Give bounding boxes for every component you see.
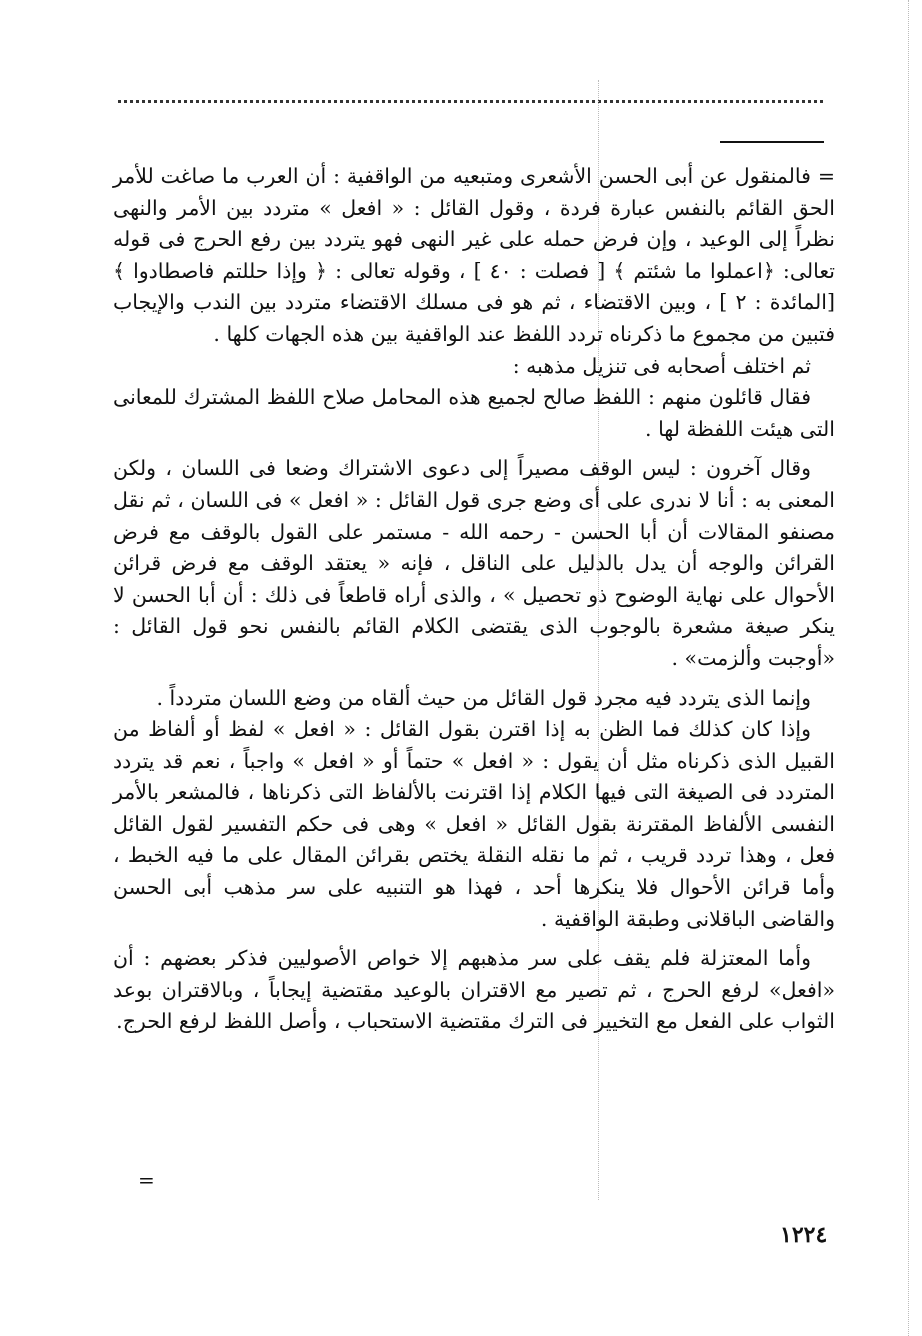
footnote-body [113, 161, 835, 1038]
page-number: ١٢٢٤ [780, 1222, 828, 1248]
paragraph-2: ثم اختلف أصحابه فى تنزيل مذهبه : [512, 353, 811, 378]
paragraph-6: وإذا كان كذلك فما الظن به إذا اقترن بقول القائل : « افعل » لفظ أو ألفاظ من القبيل الذى ذكرناه مثل أن يقول : « افعل » حتماً أو « افعل » واجباً ، نعم قد يتردد المتردد فى الصيغة التى فيها الكلام إذا اقترنت بالألفاظ التى ذكرناها ، فالمشعر بالأمر النفسى الألفاظ المقترنة بقول القائل « افعل » وهى فى حكم التفسير لقول القائل فعل ، وهذا تردد قريب ، ثم ما نقله النقلة يختص بقرائن المقال على ما فيه الخبط ، وأما قرائن الأحوال فلا ينكرها أحد ، فهذا هو التنبيه على سر مذهب أبى الحسن والقاضى الباقلانى وطبقة الواقفية . [113, 717, 835, 931]
dotted-separator [118, 100, 823, 103]
paragraph-5: وإنما الذى يتردد فيه مجرد قول القائل من حيث ألقاه من وضع اللسان متردداً . [156, 685, 811, 710]
paragraph-7: وأما المعتزلة فلم يقف على سر مذهبهم إلا خواص الأصوليين فذكر بعضهم : أن «افعل» لرفع الحرج ، ثم تصير مع الاقتران بالوعيد مقتضية إيجاباً ، وبالاقتران بوعد الثواب على الفعل مع التخيير فى الترك مقتضية الاستحباب ، وأصل اللفظ لرفع الحرج. [113, 946, 835, 1034]
paragraph-3: فقال قائلون منهم : اللفظ صالح لجميع هذه المحامل صلاح اللفظ المشترك للمعانى التى هيئت اللفظة لها . [113, 385, 835, 441]
continuation-mark: = [138, 1168, 155, 1192]
paragraph-4: وقال آخرون : ليس الوقف مصيراً إلى دعوى الاشتراك وضعا فى اللسان ، ولكن المعنى به : أنا لا ندرى على أى وضع جرى قول القائل : « افعل » فى اللسان ، ثم نقل مصنفو المقالات أن أبا الحسن - رحمه الله - مستمر على القول بالوقف مع فرض القرائن والوجه أن يدل بالدليل على الناقل ، فإنه « يعتقد الوقف مع فرض قرائن الأحوال على نهاية الوضوح ذو تحصيل » ، والذى أراه قاطعاً فى ذلك : أن أبا الحسن لا ينكر صيغة مشعرة بالوجوب الذى يقتضى الكلام القائم بالنفس نحو قول القائل : «أوجبت وألزمت» . [113, 456, 835, 670]
paragraph-1: = فالمنقول عن أبى الحسن الأشعرى ومتبعيه من الواقفية : أن العرب ما صاغت للأمر الحق القائم بالنفس عبارة فردة ، وقول القائل : « افعل » متردد بين الأمر والنهى نظراً إلى الوعيد ، وإن فرض حمله على غير النهى فهو يتردد بين رفع الحرج فى قوله تعالى: ﴿اعملوا ما شئتم ﴾ [ فصلت : ٤٠ ] ، وقوله تعالى : ﴿ وإذا حللتم فاصطادوا ﴾ [المائدة : ٢ ] ، وبين الاقتضاء ، ثم هو فى مسلك الاقتضاء متردد بين الندب والإيجاب فتبين من مجموع ما ذكرناه تردد اللفظ عند الواقفية بين هذه الجهات كلها . [113, 164, 835, 346]
footnote-rule [720, 141, 824, 143]
scan-edge-line [908, 0, 909, 1336]
